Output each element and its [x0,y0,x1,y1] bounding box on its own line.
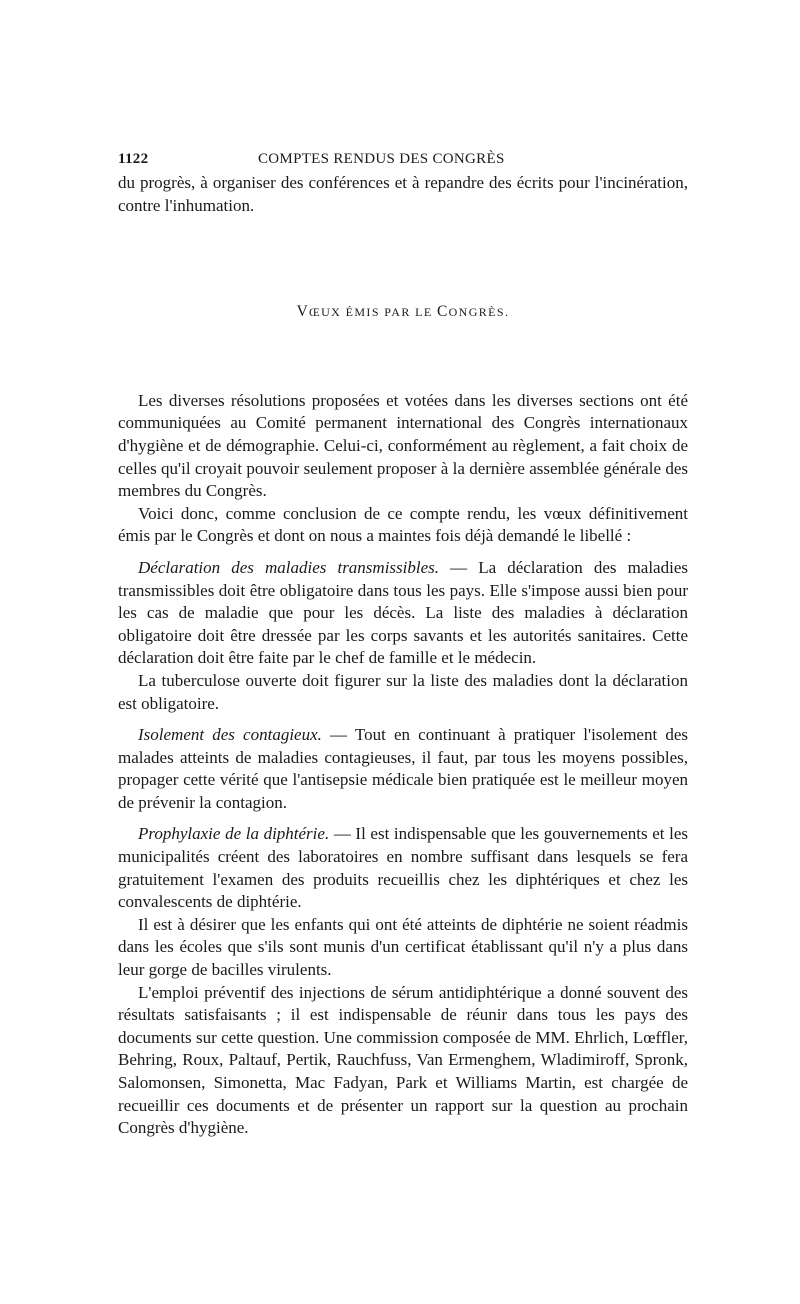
page [118,148,688,1140]
paragraph-prophylaxie [118,823,688,913]
running-title: COMPTES RENDUS DES CONGRÈS [258,151,505,167]
paragraph-conclusion: Voici donc, comme conclusion de ce compte rendu, les vœux définitivement émis par le Congrès et dont on nous a maintes fois déjà demandé le libellé : [118,503,688,546]
section-title-smallcaps-1: ŒUX ÉMIS PAR LE [309,305,438,320]
subhead-declaration: Déclaration des maladies transmissibles. [138,557,440,577]
section-title-smallcaps-2: ONGRÈS. [448,305,510,320]
section-title-initial-1: V [296,303,310,321]
continued-paragraph: du progrès, à organiser des conférences et à repandre des écrits pour l'incinération, contre l'inhumation. [118,173,688,215]
paragraph-declaration-body: — La déclaration des maladies transmissibles doit être obligatoire dans tous les pays. Elle s'impose aussi bien pour les cas de maladie que pour les décès. La liste des maladies à déclaration obligatoire doit être dressée par les corps savants et les autorités sanitaires. Cette déclaration doit être faite par le chef de famille et le médecin. [118,557,688,668]
paragraph-serum: L'emploi préventif des injections de sérum antidiphtérique a donné souvent des résultats satisfaisants ; il est indispensable de réunir dans tous les pays des documents sur cette question. Une commission composée de MM. Ehrlich, Lœffler, Behring, Roux, Paltauf, Pertik, Rauchfuss, Van Ermenghem, Wladimiroff, Spronk, Salomonsen, Simonetta, Mac Fadyan, Park et Williams Martin, est chargée de recueillir ces documents et de présenter un rapport sur la question au prochain Congrès d'hygiène. [118,982,688,1138]
paragraph-prophylaxie-body: — Il est indispensable que les gouvernements et les municipalités créent des laboratoires en nombre suffisant dans lesquels se fera gratuitement l'examen des produits recueillis chez les diphtériques et chez les convalescents de diphtérie. [118,824,688,912]
paragraph-resolutions: Les diverses résolutions proposées et votées dans les diverses sections ont été communiquées au Comité permanent international des Congrès internationaux d'hygiène et de démographie. Celui-ci, conformément au règlement, a fait choix de celles qu'il croyait pouvoir seulement proposer à la dernière assemblée générale des membres du Congrès. [118,390,688,501]
paragraph-isolement-body: — Tout en continuant à pratiquer l'isolement des malades atteints de maladies contagieuses, il faut, par tous les moyens possibles, propager cette vérité que l'antisepsie médicale bien pratiquée est le meilleur moyen de prévenir la contagion. [118,725,689,812]
page-number: 1122 [118,151,149,167]
paragraph-declaration [118,557,688,670]
running-head [118,148,688,172]
paragraph-tuberculose: La tuberculose ouverte doit figurer sur la liste des maladies dont la déclaration est obligatoire. [118,670,688,713]
subhead-prophylaxie: Prophylaxie de la diphtérie. [138,824,330,844]
paragraph-enfants: Il est à désirer que les enfants qui ont été atteints de diphtérie ne soient réadmis dans les écoles que s'ils sont munis d'un certificat établissant qu'il n'y a plus dans leur gorge de bacilles virulents. [118,914,688,980]
section-title [118,301,688,324]
subhead-isolement: Isolement des contagieux. [138,725,322,745]
section-title-initial-2: C [437,303,449,321]
paragraph-isolement [118,724,688,814]
